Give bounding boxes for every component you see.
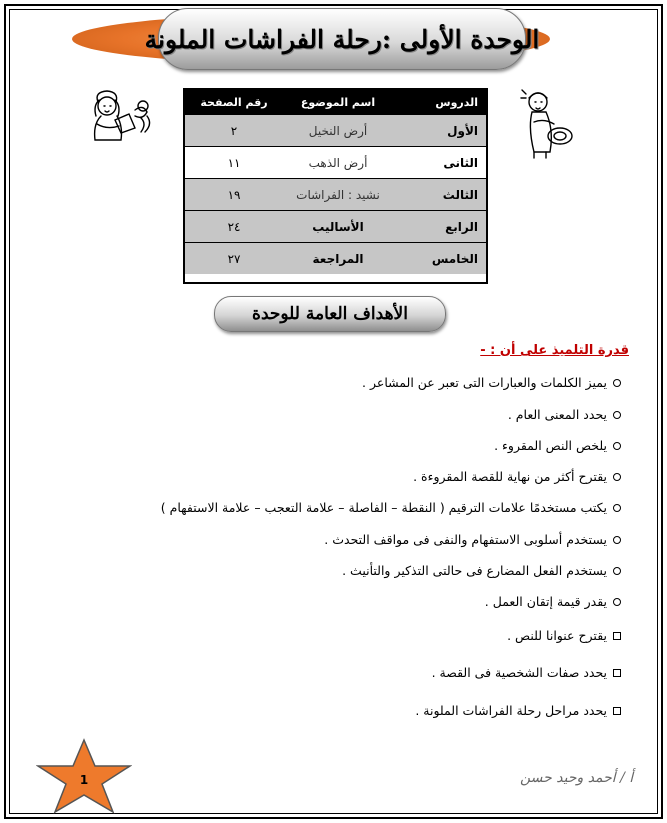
square-bullet-icon: [613, 707, 621, 715]
table-row: [185, 178, 486, 210]
lesson-cell: الأول: [447, 123, 478, 138]
header-topic: اسم الموضوع: [300, 95, 376, 109]
goal-text: يحدد مراحل رحلة الفراشات الملونة .: [415, 703, 607, 718]
goal-text: يكتب مستخدمًا علامات الترقيم ( النقطة – الفاصلة – علامة التعجب – علامة الاستفهام ): [160, 500, 607, 515]
page-cell: ٢٧: [227, 251, 241, 266]
list-item: [507, 628, 621, 643]
list-item: [362, 375, 621, 390]
man-with-plate-illustration: [520, 88, 580, 160]
lesson-cell: الثالث: [442, 187, 478, 202]
circle-bullet-icon: [613, 504, 621, 512]
lessons-table: [183, 88, 488, 284]
header-page: رقم الصفحة: [200, 95, 268, 109]
circle-bullet-icon: [613, 442, 621, 450]
lesson-cell: الخامس: [431, 251, 478, 266]
goal-text: يقترح عنوانا للنص .: [507, 628, 607, 643]
list-item: [324, 532, 621, 547]
goals-intro: قدرة التلميذ على أن : -: [480, 343, 629, 358]
topic-cell: المراجعة: [312, 251, 364, 266]
goals-heading-banner: [214, 296, 446, 332]
goal-text: يستخدم أسلوبى الاستفهام والنفى فى مواقف التحدث .: [324, 532, 607, 547]
table-row: [185, 114, 486, 146]
goal-text: يميز الكلمات والعبارات التى تعبر عن المشاعر .: [362, 375, 607, 390]
topic-cell: أرض الذهب: [308, 155, 368, 170]
lesson-cell: الرابع: [445, 219, 478, 234]
list-item: [485, 594, 621, 609]
circle-bullet-icon: [613, 379, 621, 387]
circle-bullet-icon: [613, 598, 621, 606]
list-item: [413, 469, 621, 484]
page-cell: ١١: [227, 155, 241, 170]
page-cell: ٢: [230, 123, 238, 138]
page-number: 1: [79, 773, 89, 787]
goal-text: يقدر قيمة إتقان العمل .: [484, 594, 607, 609]
author-signature: أ / أحمد وحيد حسن: [520, 770, 634, 786]
circle-bullet-icon: [613, 536, 621, 544]
circle-bullet-icon: [613, 411, 621, 419]
goal-text: يقترح أكثر من نهاية للقصة المقروءة .: [413, 469, 607, 484]
topic-cell: الأساليب: [312, 219, 364, 234]
goal-text: يحدد صفات الشخصية فى القصة .: [431, 665, 607, 680]
page-number-star: [36, 738, 132, 814]
goal-text: يلخص النص المقروء .: [494, 438, 607, 453]
list-item: [415, 703, 621, 718]
topic-cell: أرض النخيل: [308, 123, 368, 138]
table-row: [185, 242, 486, 274]
topic-cell: نشيد : الفراشات: [296, 187, 380, 202]
header-banner: [144, 8, 540, 70]
list-item: [508, 407, 621, 422]
page-cell: ٢٤: [227, 219, 241, 234]
square-bullet-icon: [613, 669, 621, 677]
list-item: [432, 665, 621, 680]
lesson-cell: الثانى: [443, 155, 478, 170]
circle-bullet-icon: [613, 473, 621, 481]
header-lesson: الدروس: [435, 95, 478, 109]
page-title: الوحدة الأولى :رحلة الفراشات الملونة: [144, 24, 540, 54]
square-bullet-icon: [613, 632, 621, 640]
table-header: [185, 90, 486, 114]
table-row: [185, 210, 486, 242]
table-row: [185, 146, 486, 178]
goals-heading: الأهداف العامة للوحدة: [252, 304, 408, 324]
reading-woman-illustration: [85, 90, 157, 152]
list-item: [494, 438, 621, 453]
goal-text: يستخدم الفعل المضارع فى حالتى التذكير والتأنيث .: [342, 563, 607, 578]
list-item: [161, 500, 621, 515]
goal-text: يحدد المعنى العام .: [507, 407, 607, 422]
list-item: [342, 563, 621, 578]
page-cell: ١٩: [227, 187, 241, 202]
circle-bullet-icon: [613, 567, 621, 575]
